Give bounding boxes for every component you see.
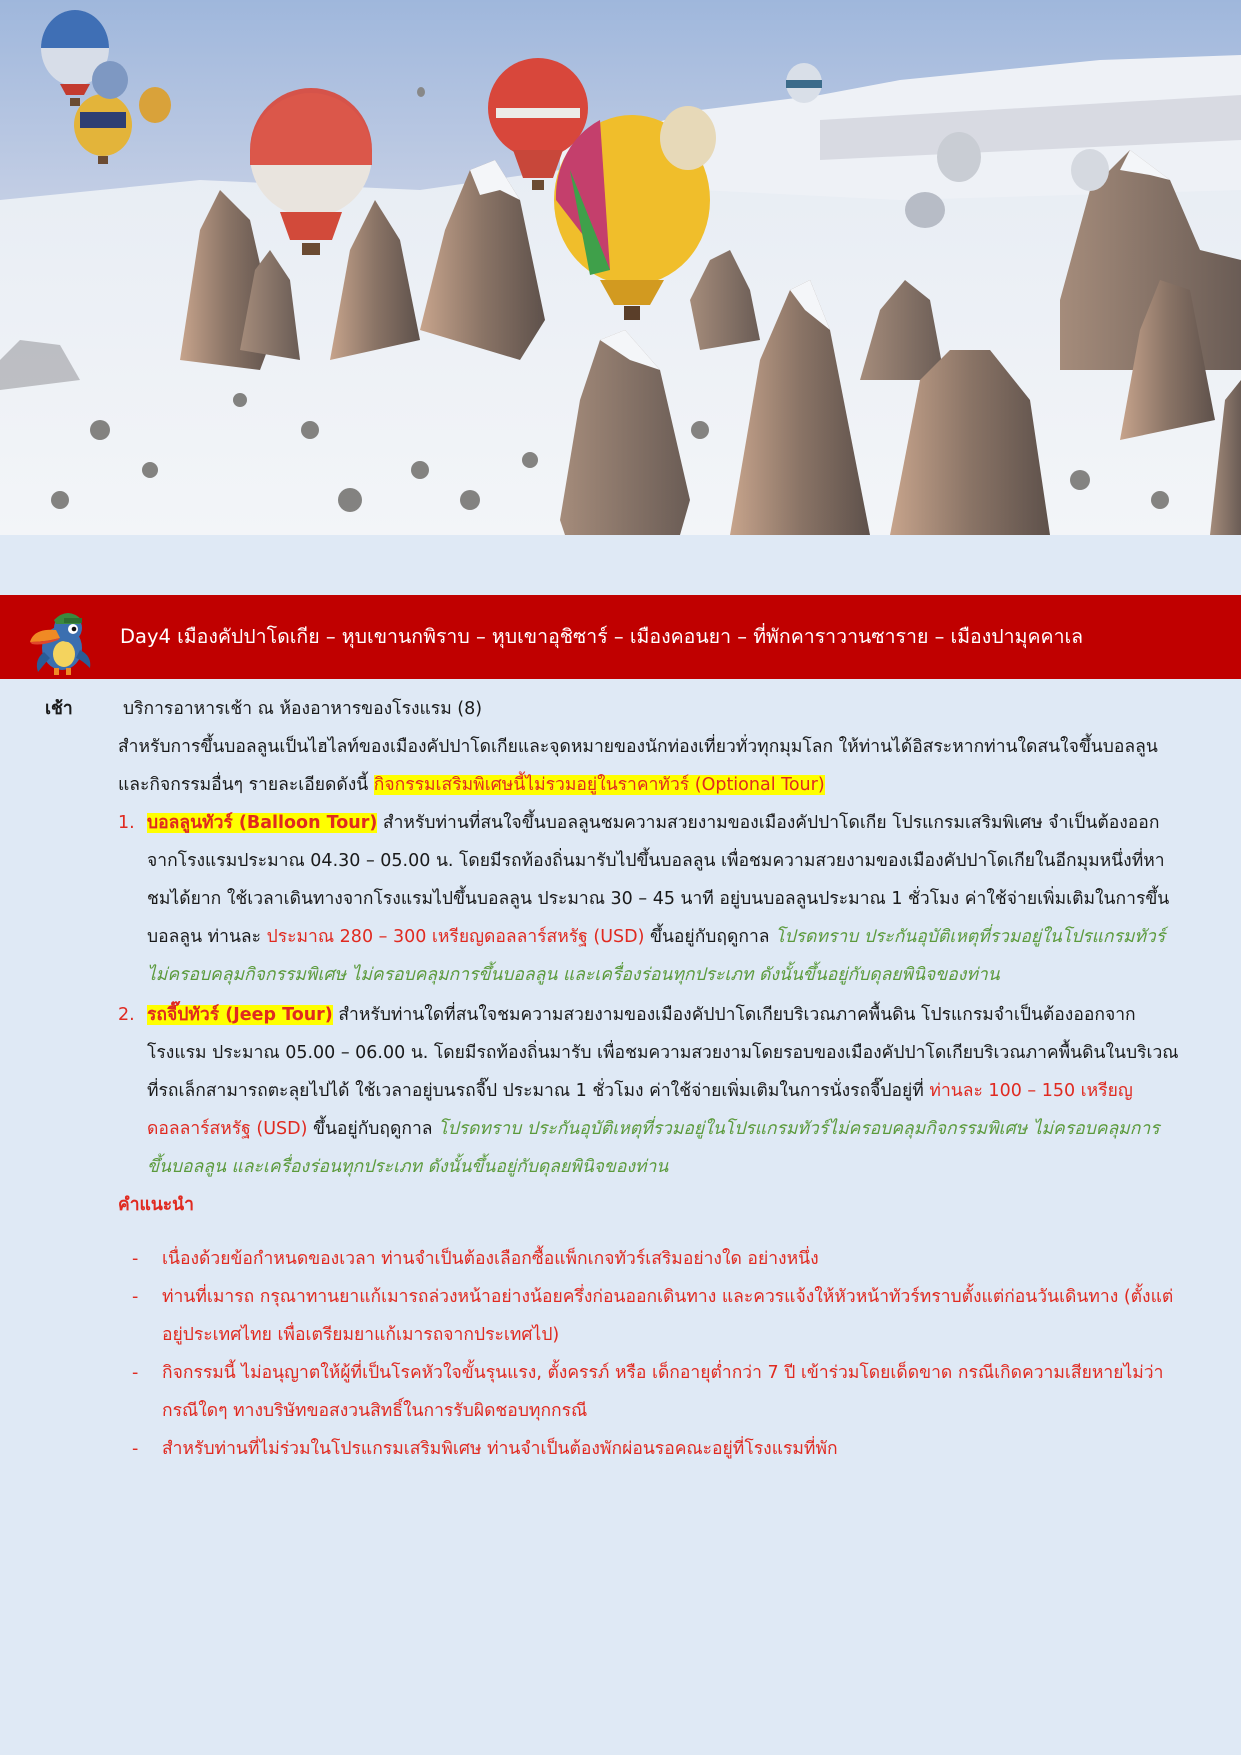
optional-tour-highlight: กิจกรรมเสริมพิเศษนี้ไม่รวมอยู่ในราคาทัวร์ (Optional Tour) <box>373 775 825 795</box>
tour-1-text: สำหรับท่านที่สนใจขึ้นบอลลูนชมความสวยงามของเมืองคัปปาโดเกีย โปรแกรมเสริมพิเศษ จำเป็นต้องออก <box>377 813 1160 833</box>
tour-2-title: รถจี๊ปทัวร์ (Jeep Tour) <box>147 1005 333 1025</box>
advice-bullet: - <box>132 1439 139 1459</box>
tour-1-note: โปรดทราบ ประกันอุบัติเหตุที่รวมอยู่ในโปรแกรมทัวร์ <box>775 927 1166 947</box>
tour-1-line-3: ชมได้ยาก ใช้เวลาเดินทางจากโรงแรมไปขึ้นบอลลูน ประมาณ 30 – 45 นาที อยู่บนบอลลูนประมาณ 1 ชั่วโมง ค่าใช้จ่ายเพิ่มเติมในการขึ้น <box>147 889 1170 909</box>
hero-photo <box>0 0 1241 535</box>
tour-2-line-1 <box>147 996 1136 1034</box>
tour-2-price-currency: ดอลลาร์สหรัฐ (USD) <box>147 1119 308 1139</box>
tour-2-note-line-2: ขึ้นบอลลูน และเครื่องร่อนทุกประเภท ดังนั้นขึ้นอยู่กับดุลยพินิจของท่าน <box>147 1157 669 1177</box>
advice-item-2-cont: อยู่ประเทศไทย เพื่อเตรียมยาแก้เมารถจากประเทศไป) <box>162 1325 560 1345</box>
advice-item-1: เนื่องด้วยข้อกำหนดของเวลา ท่านจำเป็นต้องเลือกซื้อแพ็กเกจทัวร์เสริมอย่างใด อย่างหนึ่ง <box>162 1249 819 1269</box>
tour-2-line-4 <box>147 1110 1160 1148</box>
day-banner <box>0 595 1241 679</box>
intro-line-1: สำหรับการขึ้นบอลลูนเป็นไฮไลท์ของเมืองคัปปาโดเกียและจุดหมายของนักท่องเที่ยวทั่วทุกมุมโลก ให้ท่านได้อิสระหากท่านใดสนใจขึ้นบอลลูน <box>118 737 1158 757</box>
tour-1-title: บอลลูนทัวร์ (Balloon Tour) <box>147 813 378 833</box>
tour-2-line-2: โรงแรม ประมาณ 05.00 – 06.00 น. โดยมีรถท้องถิ่นมารับ เพื่อชมความสวยงามโดยรอบของเมืองคัปปาโดเกียบริเวณภาคพื้นดินในบริเวณ <box>147 1043 1179 1063</box>
advice-item-2: ท่านที่เมารถ กรุณาทานยาแก้เมารถล่วงหน้าอย่างน้อยครึ่งก่อนออกเดินทาง และควรแจ้งให้หัวหน้าทัวร์ทราบตั้งแต่ก่อนวันเดินทาง (ตั้งแต่ <box>162 1287 1174 1307</box>
tour-1-line-4 <box>147 918 1165 956</box>
tour-1-line-1 <box>147 804 1159 842</box>
advice-item-4: สำหรับท่านที่ไม่ร่วมในโปรแกรมเสริมพิเศษ ท่านจำเป็นต้องพักผ่อนรอคณะอยู่ที่โรงแรมที่พัก <box>162 1439 838 1459</box>
advice-bullet: - <box>132 1363 139 1383</box>
advice-bullet: - <box>132 1249 139 1269</box>
breakfast-text: บริการอาหารเช้า ณ ห้องอาหารของโรงแรม (8) <box>123 699 483 719</box>
tour-2-text: สำหรับท่านใดที่สนใจชมความสวยงามของเมืองคัปปาโดเกียบริเวณภาคพื้นดิน โปรแกรมจำเป็นต้องออกจาก <box>332 1005 1136 1025</box>
tour-2-price-prefix: ที่รถเล็กสามารถตะลุยไปได้ ใช้เวลาอยู่บนรถจี๊ป ประมาณ 1 ชั่วโมง ค่าใช้จ่ายเพิ่มเติมในการนั่งรถจี๊ปอยู่ที่ <box>147 1081 930 1101</box>
advice-item-3-cont: กรณีใดๆ ทางบริษัทขอสงวนสิทธิ์ในการรับผิดชอบทุกกรณี <box>162 1401 588 1421</box>
toucan-mascot-icon <box>24 602 100 678</box>
morning-label: เช้า <box>45 699 73 719</box>
tour-2-number: 2. <box>118 1005 135 1025</box>
banner-title: Day4 เมืองคัปปาโดเกีย – หุบเขานกพิราบ – หุบเขาอุชิซาร์ – เมืองคอนยา – ที่พักคาราวานซาราย – เมืองปามุคคาเล <box>120 625 1084 648</box>
tour-2-note: โปรดทราบ ประกันอุบัติเหตุที่รวมอยู่ในโปรแกรมทัวร์ไม่ครอบคลุมกิจกรรมพิเศษ ไม่ครอบคลุมการ <box>438 1119 1160 1139</box>
tour-1-season: ขึ้นอยู่กับฤดูกาล <box>644 927 776 947</box>
advice-item-3: กิจกรรมนี้ ไม่อนุญาตให้ผู้ที่เป็นโรคหัวใจขั้นรุนแรง, ตั้งครรภ์ หรือ เด็กอายุต่ำกว่า 7 ปี เข้าร่วมโดยเด็ดขาด กรณีเกิดความเสียหายไม่ว่า <box>162 1363 1164 1383</box>
tour-1-price-prefix: บอลลูน ท่านละ <box>147 927 267 947</box>
tour-2-price: ท่านละ 100 – 150 เหรียญ <box>929 1081 1133 1101</box>
tour-1-note-line-2: ไม่ครอบคลุมกิจกรรมพิเศษ ไม่ครอบคลุมการขึ้นบอลลูน และเครื่องร่อนทุกประเภท ดังนั้นขึ้นอยู่กับดุลยพินิจของท่าน <box>147 965 1000 985</box>
intro-line-2 <box>118 766 825 804</box>
tour-1-line-2: จากโรงแรมประมาณ 04.30 – 05.00 น. โดยมีรถท้องถิ่นมารับไปขึ้นบอลลูน เพื่อชมความสวยงามของเมืองคัปปาโดเกียในอีกมุมหนึ่งที่หา <box>147 851 1165 871</box>
tour-1-price: ประมาณ 280 – 300 เหรียญดอลลาร์สหรัฐ (USD) <box>266 927 645 947</box>
advice-heading: คำแนะนำ <box>118 1195 194 1215</box>
tour-2-line-3 <box>147 1072 1133 1110</box>
tour-2-season: ขึ้นอยู่กับฤดูกาล <box>307 1119 439 1139</box>
advice-bullet: - <box>132 1287 139 1307</box>
intro-prefix: และกิจกรรมอื่นๆ รายละเอียดดังนี้ <box>118 775 374 795</box>
tour-1-number: 1. <box>118 813 135 833</box>
